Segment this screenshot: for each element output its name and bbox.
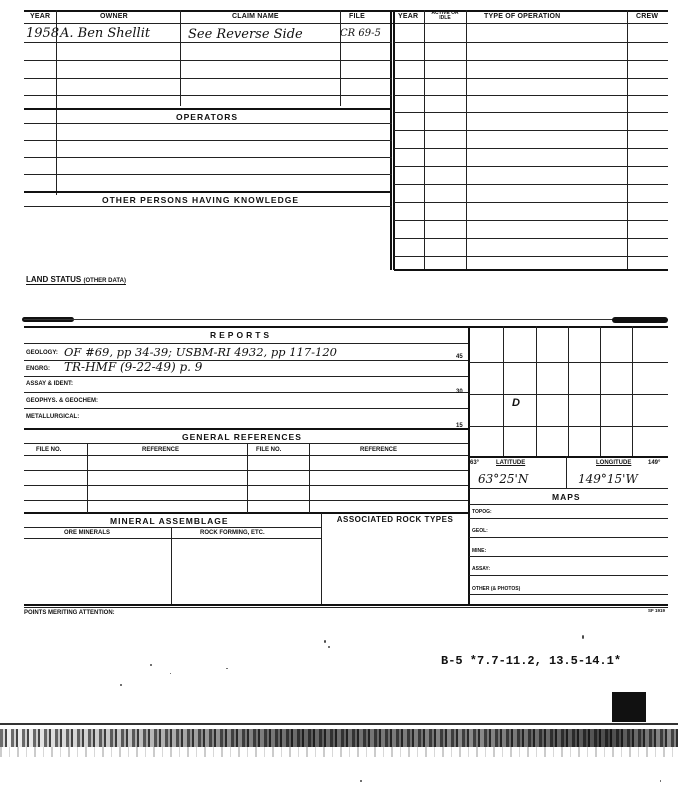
latitude-label: LATITUDE bbox=[496, 460, 526, 466]
maps-label: MAPS bbox=[552, 492, 581, 502]
associated-label: ASSOCIATED ROCK TYPES bbox=[336, 515, 454, 524]
form-number: SF 1919 bbox=[648, 608, 666, 613]
assay-label: ASSAY & IDENT: bbox=[26, 381, 74, 387]
operators-label: OPERATORS bbox=[176, 112, 239, 122]
reports-title: REPORTS bbox=[210, 330, 273, 340]
col-active-header: ACTIVE OR IDLE bbox=[431, 10, 459, 21]
col-file-no-2: FILE NO. bbox=[256, 447, 282, 453]
land-status-sub: (OTHER DATA) bbox=[83, 278, 126, 284]
land-status bbox=[26, 275, 126, 285]
mineral-assemblage-title: MINERAL ASSEMBLAGE bbox=[110, 516, 229, 526]
geology-label: GEOLOGY: bbox=[26, 350, 58, 356]
land-status-label: LAND STATUS bbox=[26, 275, 82, 284]
engrg-value: TR-HMF (9-22-49) p. 9 bbox=[64, 360, 203, 374]
col-reference: REFERENCE bbox=[142, 447, 180, 453]
margin-30: 30 bbox=[456, 389, 463, 395]
lat-prefix: 63° bbox=[470, 460, 480, 466]
col-owner-header: OWNER bbox=[100, 13, 128, 20]
entry-claim: See Reverse Side bbox=[188, 27, 303, 42]
topog-label: TOPOG: bbox=[472, 509, 492, 515]
engrg-label: ENGRG: bbox=[26, 366, 50, 372]
other-photos-label: OTHER (& PHOTOS) bbox=[472, 586, 521, 592]
geophys-label: GEOPHYS. & GEOCHEM: bbox=[26, 398, 99, 404]
geol-label: GEOL: bbox=[472, 528, 488, 534]
col-reference-2: REFERENCE bbox=[360, 447, 398, 453]
entry-year: 1958 bbox=[26, 26, 60, 41]
entry-owner: A. Ben Shellit bbox=[60, 26, 151, 41]
other-persons-label: OTHER PERSONS HAVING KNOWLEDGE bbox=[102, 195, 300, 205]
entry-file: CR 69-5 bbox=[340, 28, 381, 39]
assay-map-label: ASSAY: bbox=[472, 566, 491, 572]
col-year2-header: YEAR bbox=[398, 13, 419, 20]
margin-15: 15 bbox=[456, 423, 463, 429]
typed-note: B-5 *7.7-11.2, 13.5-14.1* bbox=[441, 654, 622, 668]
latitude-value: 63°25'N bbox=[478, 472, 529, 486]
mine-label: MINE: bbox=[472, 548, 487, 554]
col-file-no: FILE NO. bbox=[36, 447, 62, 453]
longitude-value: 149°15'W bbox=[578, 472, 638, 486]
associated-rock-types bbox=[322, 515, 468, 525]
scan-block bbox=[612, 692, 646, 722]
margin-45: 45 bbox=[456, 354, 463, 360]
metallurgical-label: METALLURGICAL: bbox=[26, 414, 80, 420]
ore-minerals-label: ORE MINERALS bbox=[64, 530, 111, 536]
col-type-header: TYPE OF OPERATION bbox=[484, 13, 561, 20]
grid-mark: D bbox=[512, 397, 520, 409]
longitude-label: LONGITUDE bbox=[596, 460, 632, 466]
col-claim-header: CLAIM NAME bbox=[232, 13, 279, 20]
col-crew-header: CREW bbox=[636, 13, 659, 20]
lon-suffix: 149° bbox=[648, 460, 661, 466]
rock-forming-label: ROCK FORMING, ETC. bbox=[200, 530, 265, 536]
points-meriting-attention: POINTS MERITING ATTENTION: bbox=[24, 610, 115, 616]
col-year-header: YEAR bbox=[30, 13, 51, 20]
general-references-title: GENERAL REFERENCES bbox=[182, 432, 302, 442]
geology-value: OF #69, pp 34-39; USBM-RI 4932, pp 117-120 bbox=[64, 345, 337, 359]
col-file-header: FILE bbox=[349, 13, 365, 20]
